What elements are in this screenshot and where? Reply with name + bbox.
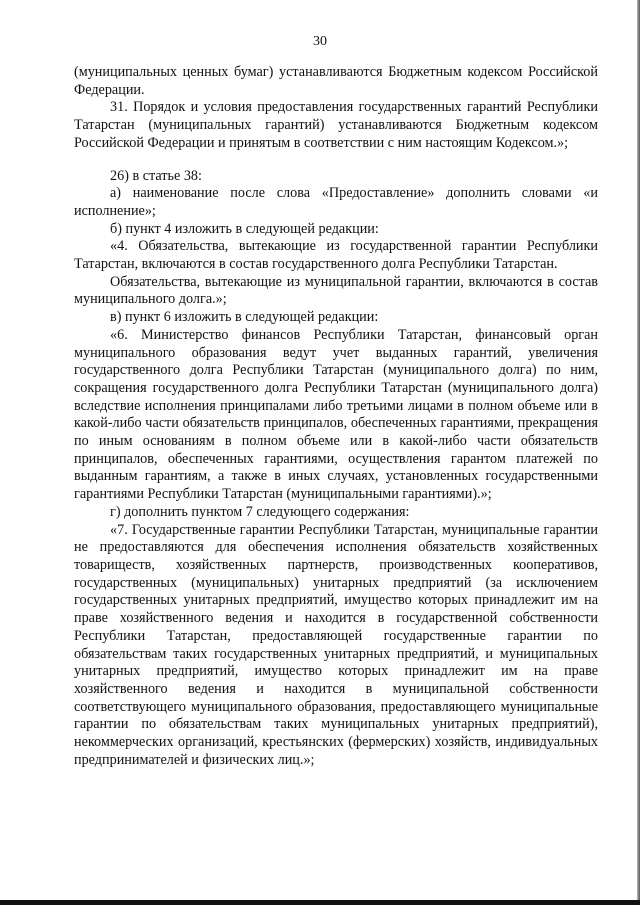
paragraph-subitem-v: в) пункт 6 изложить в следующей редакции: <box>110 309 379 326</box>
paragraph-point-4: «4. Обязательства, вытекающие из государственной гарантии Республики Татарстан, включаются в состав государственного долга Республики Татарстан. <box>74 238 598 273</box>
paragraph-item-26: 26) в статье 38: <box>110 167 202 184</box>
paragraph-point-4-municipal: Обязательства, вытекающие из муниципальной гарантии, включаются в состав муниципального долга.»; <box>74 273 598 308</box>
paragraph-point-6: «6. Министерство финансов Республики Татарстан, финансовый орган муниципального образования ведут учет выданных гарантий, увеличения государственного долга Республики Татарстан (муниципального долга) по ним, сокращения государственного долга Республики Татарстан (муниципального долга) вследствие исполнения принципалами либо третьими лицами в полном объеме или в какой-либо части обязательств принципалов, обеспеченных гарантиями, прекращения по иным основаниям в полном объеме или в какой-либо части обязательств принципалов, обеспеченных гарантиями, осуществления гарантом платежей по выданным гарантиям, а также в иных случаях, установленных государственными гарантиями Республики Татарстан (муниципальными гарантиями).»; <box>74 326 598 503</box>
paragraph-subitem-b: б) пункт 4 изложить в следующей редакции: <box>110 220 379 237</box>
scan-edge-bottom <box>0 900 640 905</box>
paragraph-subitem-a: а) наименование после слова «Предоставление» дополнить словами «и исполнение»; <box>74 185 598 219</box>
page-number: 30 <box>313 34 327 49</box>
paragraph-point-7: «7. Государственные гарантии Республики Татарстан, муниципальные гарантии не предоставляются для обеспечения исполнения обязательств хозяйственных товариществ, хозяйственных партнерств, производственных кооперативов, государственных (муниципальных) унитарных предприятий (за исключением государственных унитарных предприятий, имущество которых принадлежит им на праве хозяйственного ведения и находится в государственной собственности Республики Татарстан, предоставляющей государственные гарантии по обязательствам таких государственных унитарных предприятий, и муниципальных унитарных предприятий, имущество которых принадлежит им на праве хозяйственного ведения и находится в муниципальной собственности соответствующего муниципального образования, предоставляющего муниципальные гарантии по обязательствам таких муниципальных унитарных предприятий), некоммерческих организаций, крестьянских (фермерских) хозяйств, индивидуальных предпринимателей и физических лиц.»; <box>74 521 598 768</box>
document-body <box>74 64 598 769</box>
paragraph-continuation: (муниципальных ценных бумаг) устанавливаются Бюджетным кодексом Российской Федерации. <box>74 64 598 98</box>
paragraph-subitem-g: г) дополнить пунктом 7 следующего содержания: <box>110 503 410 520</box>
paragraph-item-31: 31. Порядок и условия предоставления государственных гарантий Республики Татарстан (муниципальных гарантий) устанавливаются Бюджетным кодексом Российской Федерации и принятым в соответствии с ним настоящим Кодексом.»; <box>74 99 598 151</box>
